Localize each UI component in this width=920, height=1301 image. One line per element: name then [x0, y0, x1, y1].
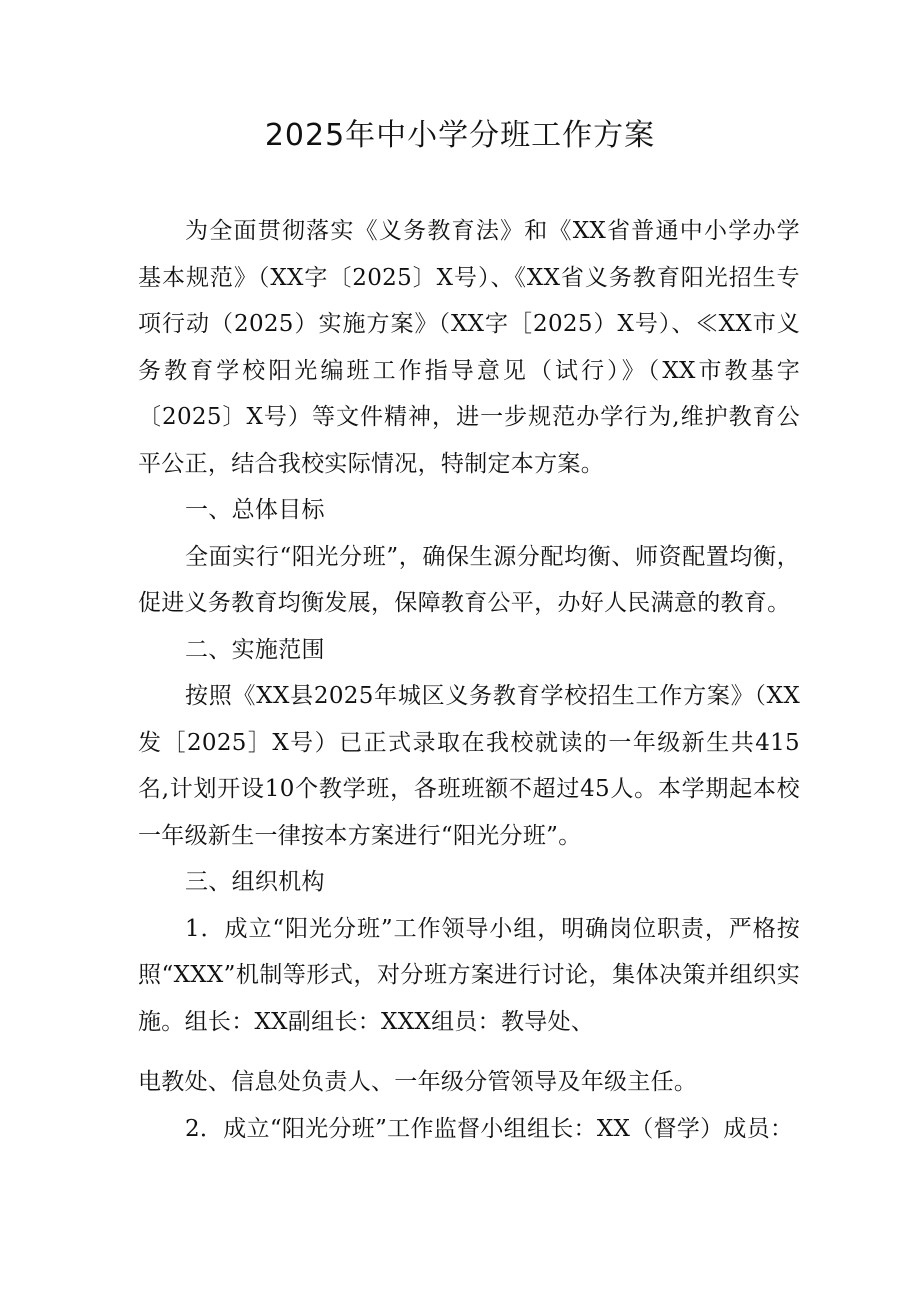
section-heading-organization: 三、组织机构 [185, 869, 325, 895]
document-body [138, 208, 800, 1152]
intro-paragraph: 为全面贯彻落实《义务教育法》和《XX省普通中小学办学基本规范》（XX字〔2025〕X号）、《XX省义务教育阳光招生专项行动（2025）实施方案》（XX字［2025）X号）、≪XX市义务教育学校阳光编班工作指导意见（试行）》（XX市教基字〔2025〕X号）等文件精神，进一步规范办学行为,维护教育公平公正，结合我校实际情况，特制定本方案。 [138, 218, 800, 477]
section-heading-scope: 二、实施范围 [185, 636, 325, 663]
document-title: 2025年中小学分班工作方案 [264, 118, 656, 153]
leadership-group-members-paragraph: 电教处、信息处负责人、一年级分管领导及年级主任。 [138, 1069, 698, 1095]
overall-goal-paragraph: 全面实行“阳光分班”，确保生源分配均衡、师资配置均衡，促进义务教育均衡发展，保障教育公平，办好人民满意的教育。 [138, 543, 800, 616]
supervision-group-paragraph: 2．成立“阳光分班”工作监督小组组长：XX（督学）成员： [185, 1115, 794, 1142]
section-heading-overall-goal: 一、总体目标 [185, 497, 325, 523]
leadership-group-paragraph: 1．成立“阳光分班”工作领导小组，明确岗位职责，严格按照“XXX”机制等形式，对分班方案进行讨论，集体决策并组织实施。组长：XX副组长：XXX组员：教导处、 [138, 915, 800, 1035]
scope-paragraph: 按照《XX县2025年城区义务教育学校招生工作方案》（XX发［2025］X号）已正式录取在我校就读的一年级新生共415名,计划开设10个教学班，各班班额不超过45人。本学期起本校一年级新生一律按本方案进行“阳光分班”。 [138, 683, 800, 849]
